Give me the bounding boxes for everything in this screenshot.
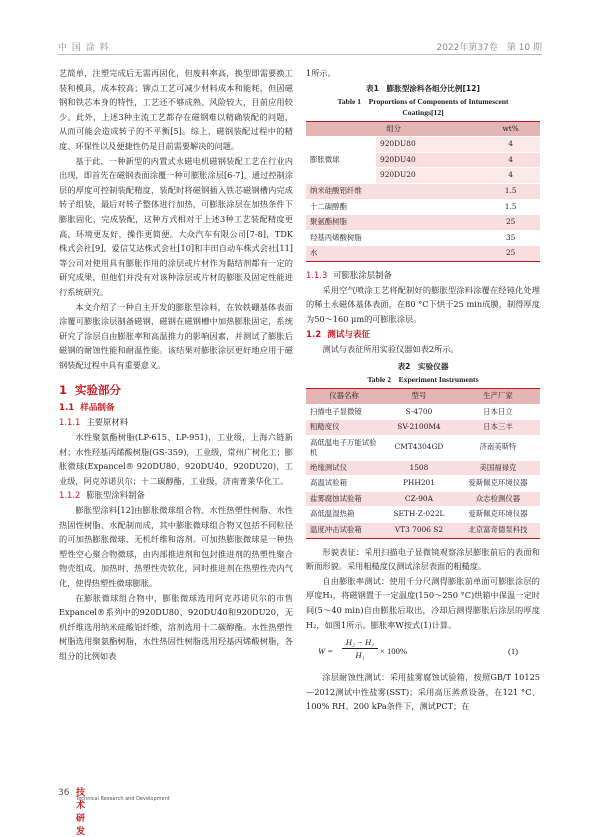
paragraph: 形貌表征：采用扫描电子显微镜观察涂层膨胀前后的表面和断面形貌。采用粗糙度仪测试涂层表面的粗糙度。 — [306, 546, 540, 572]
section-name: 技术研发 — [76, 788, 86, 837]
table-cell: 高低温电子万能试验机 — [306, 435, 382, 460]
left-column — [59, 66, 293, 664]
table-1-caption-en: Table 1 Proportions of Components of Intumescent — [337, 96, 509, 106]
table-cell: 4 — [481, 137, 540, 153]
section-heading-1-1: 1.1 样品制备 — [59, 403, 115, 414]
table-cell: 爱斯佩克环境仪器 — [456, 476, 540, 492]
table-row — [306, 523, 540, 539]
table-cell: 25 — [481, 246, 540, 262]
table-2 — [306, 361, 540, 539]
table-header: 仪器名称 — [306, 388, 382, 404]
paragraph: 采用空气喷涂工艺将配制好的膨胀型涂料涂覆在经钝化处理的稀土永磁体基体表面，在80 °C下烘干25 min成膜，制得厚度为50～160 μm的可膨胀涂层。 — [306, 284, 540, 324]
table-cell: 1.5 — [481, 199, 540, 215]
paragraph: 涂层耐蚀性测试：采用盐雾腐蚀试验箱，按照GB/T 10125—2012测试中性盐雾(SST)；采用高压蒸煮设备，在121 °C、100% RH、200 kPa条件下，测试PCT；在 — [306, 672, 540, 712]
section-heading-1: 1 实验部分 — [59, 383, 122, 398]
paragraph: 1所示。 — [306, 68, 336, 78]
paragraph: 本文介绍了一种自主开发的膨胀型涂料，在钕铁硼基体表面涂覆可膨胀涂层制备磁钢，磁钢在磁钢槽中加热膨胀固定，系统研究了涂层自由膨胀率和高温推力的影响因素，并测试了膨胀后磁钢的耐蚀性能和耐温性能。该结果对膨胀涂层更好地应用于磁钢装配过程中具有重要意义。 — [59, 301, 293, 370]
table-cell: CMT4304GD — [382, 435, 456, 460]
table-1 — [306, 83, 540, 262]
table-cell: SV-2100M4 — [382, 420, 456, 436]
table-row — [306, 491, 540, 507]
table-1-caption-en-2: Coatings[12] — [402, 107, 444, 117]
table-header: 生产厂家 — [456, 388, 540, 404]
equation-numerator: H₂ − H₁ — [342, 636, 378, 649]
paragraph: 测试与表征所用实验仪器如表2所示。 — [322, 344, 459, 355]
table-row — [306, 476, 540, 492]
table-cell: 温度冲击试验箱 — [306, 523, 382, 539]
section-heading-1-1-3: 1.1.3 可膨胀涂层制备 — [306, 269, 392, 280]
table-1-grid — [306, 121, 540, 262]
section-heading-1-2: 1.2 测试与表征 — [306, 330, 371, 341]
table-cell: 日本日立 — [456, 404, 540, 420]
right-column — [306, 66, 540, 714]
table-cell: 膨胀微球 — [306, 137, 376, 184]
table-header: wt% — [481, 121, 540, 137]
paragraph: 在膨胀微球组合物中，膨胀微球选用阿克苏诺贝尔的市售Expancel®系列中的920DU80、920DU40和920DU20，无机纤维选用纳米硅酸铝纤维，溶剂选用十二碳醇酯。水性热塑性树脂选用聚氨酯树脂，水性热固性树脂选用羟基丙烯酸树脂，各组分的比例如表 — [59, 592, 293, 661]
equation-number: (1) — [507, 646, 518, 657]
table-cell: 美国福禄克 — [456, 460, 540, 476]
table-cell: 4 — [481, 152, 540, 168]
table-cell: 高温试验箱 — [306, 476, 382, 492]
table-cell: 聚氨酯树脂 — [306, 215, 481, 231]
journal-name: 中 国 涂 料 — [58, 43, 110, 53]
table-2-grid — [306, 388, 540, 539]
table-2-caption-en: Table 2 Experiment Instruments — [367, 374, 479, 384]
table-cell: VT3 7006 S2 — [382, 523, 456, 539]
table-cell: 35 — [481, 230, 540, 246]
table-2-caption-cn: 表2 实验仪器 — [397, 361, 449, 371]
table-cell: 1.5 — [481, 183, 540, 199]
paragraph: 基于此，一种新型的内置式永磁电机磁钢装配工艺在行业内出现，即首先在磁钢表面涂覆一种可膨胀涂层[6-7]，通过控制涂层的厚度可控制装配精度，装配时将磁钢插入铁芯磁钢槽内完成转子组装，最后对转子整体进行加热，可膨胀涂层在加热条件下膨胀固化，完成装配，这种方式相对于上述3种工艺装配精度更高，环境更友好，操作更简便。大众汽车有限公司[7-8]，TDK株式会社[9]，爱信艾达株式会社[10]和丰田自动车株式会社[11]等公司对使用具有膨胀作用的涂层或片材作为黏结剂都有一定的研究成果，但他们并没有对该种涂层或片材的膨胀及固定性能进行系统研究。 — [59, 155, 293, 297]
table-row — [306, 435, 540, 460]
issue-info: 2022年第37卷 第 10 期 — [436, 43, 542, 53]
paragraph: 艺简单，注塑完成后无需再固化，但废料率高，换型即需要换工装和模具，成本较高；铆点工艺可减少材料成本和能耗，但因磁钢和铁芯本身的特性，工艺还不够成熟、风险较大，目前应用较少。此外，上述3种主流工艺都存在磁钢难以精确装配的问题，从而可能会造成转子的不平衡[5]。综上，磁钢装配过程中的精度、环保性以及便捷性仍是目前需要解决的问题。 — [59, 68, 293, 151]
table-row — [306, 460, 540, 476]
table-1-caption-cn: 表1 膨胀型涂料各组分比例[12] — [366, 83, 480, 93]
table-cell: SETH-Z-022L — [382, 507, 456, 523]
table-header: 组分 — [306, 121, 481, 137]
equation-factor: × 100% — [380, 646, 408, 657]
table-cell: 爱斯佩克环境仪器 — [456, 507, 540, 523]
table-cell: S-4700 — [382, 404, 456, 420]
table-cell: 济南美斯特 — [456, 435, 540, 460]
section-heading-1-1-2: 1.1.2 膨胀型涂料制备 — [59, 490, 145, 501]
header-divider — [58, 54, 542, 55]
table-cell: 920DU40 — [376, 152, 481, 168]
table-row — [306, 507, 540, 523]
table-cell: 十二碳醇酯 — [306, 199, 481, 215]
equation-denominator: H₁ — [355, 650, 365, 661]
table-cell: PHH201 — [382, 476, 456, 492]
paragraph: 水性聚氨酯树脂(LP-615、LP-951)，工业级，上海六链新材；水性羟基丙烯酸树脂(GS-359)，工业级，常州广树化工；膨胀微球(Expancel® 920DU80、920DU40、920DU20)，工业级，阿克苏诺贝尔；十二碳醇酯，工业级，济南菁莱华化工。 — [59, 432, 293, 486]
table-cell: 粗糙度仪 — [306, 420, 382, 436]
table-cell: 4 — [481, 168, 540, 184]
table-cell: 920DU80 — [376, 137, 481, 153]
section-heading-1-1-1: 1.1.1 主要原材料 — [59, 417, 129, 428]
table-cell: 纳米硅酸铝纤维 — [306, 183, 481, 199]
table-cell: CZ-90A — [382, 491, 456, 507]
table-cell: 羟基丙烯酸树脂 — [306, 230, 481, 246]
table-cell: 日本三丰 — [456, 420, 540, 436]
equation-lhs: W = — [318, 646, 334, 657]
table-cell: 绝缘测试仪 — [306, 460, 382, 476]
equation-1 — [306, 636, 540, 666]
table-cell: 25 — [481, 215, 540, 231]
table-cell: 水 — [306, 246, 481, 262]
table-cell: 1508 — [382, 460, 456, 476]
table-cell: 盐雾腐蚀试验箱 — [306, 491, 382, 507]
table-cell: 高低温湿热箱 — [306, 507, 382, 523]
table-row — [306, 420, 540, 436]
table-cell: 众志检测仪器 — [456, 491, 540, 507]
paragraph: 膨胀型涂料[12]由膨胀微球组合物、水性热塑性树脂、水性热固性树脂、水配制而成，其中膨胀微球组合物又包括不同粒径的可加热膨胀微球、无机纤维和溶剂。可加热膨胀微球是一种热塑性空心聚合物微球，由内部推进剂和包封推进剂的热塑性聚合物壳组成。加热时，热塑性壳软化，同时推进剂在热塑性壳内气化，使得热塑性微球膨胀。 — [59, 505, 293, 588]
table-cell: 扫描电子显微镜 — [306, 404, 382, 420]
section-name-en: Technical Research and Development — [76, 796, 170, 802]
table-row — [306, 404, 540, 420]
table-cell: 北京富奇德泵科技 — [456, 523, 540, 539]
paragraph: 自由膨胀率测试：使用千分尺测得膨胀前单面可膨胀涂层的厚度H₁，将磁钢置于一定温度(150～250 °C)烘箱中保温一定时间(5～40 min)自由膨胀后取出，冷却后测得膨胀后涂层的厚度H₂，如图1所示。膨胀率W按式(1)计算。 — [306, 575, 540, 630]
page-number: 36 — [58, 788, 70, 798]
equation-fraction — [342, 636, 378, 662]
table-header: 型号 — [382, 388, 456, 404]
table-cell: 920DU20 — [376, 168, 481, 184]
